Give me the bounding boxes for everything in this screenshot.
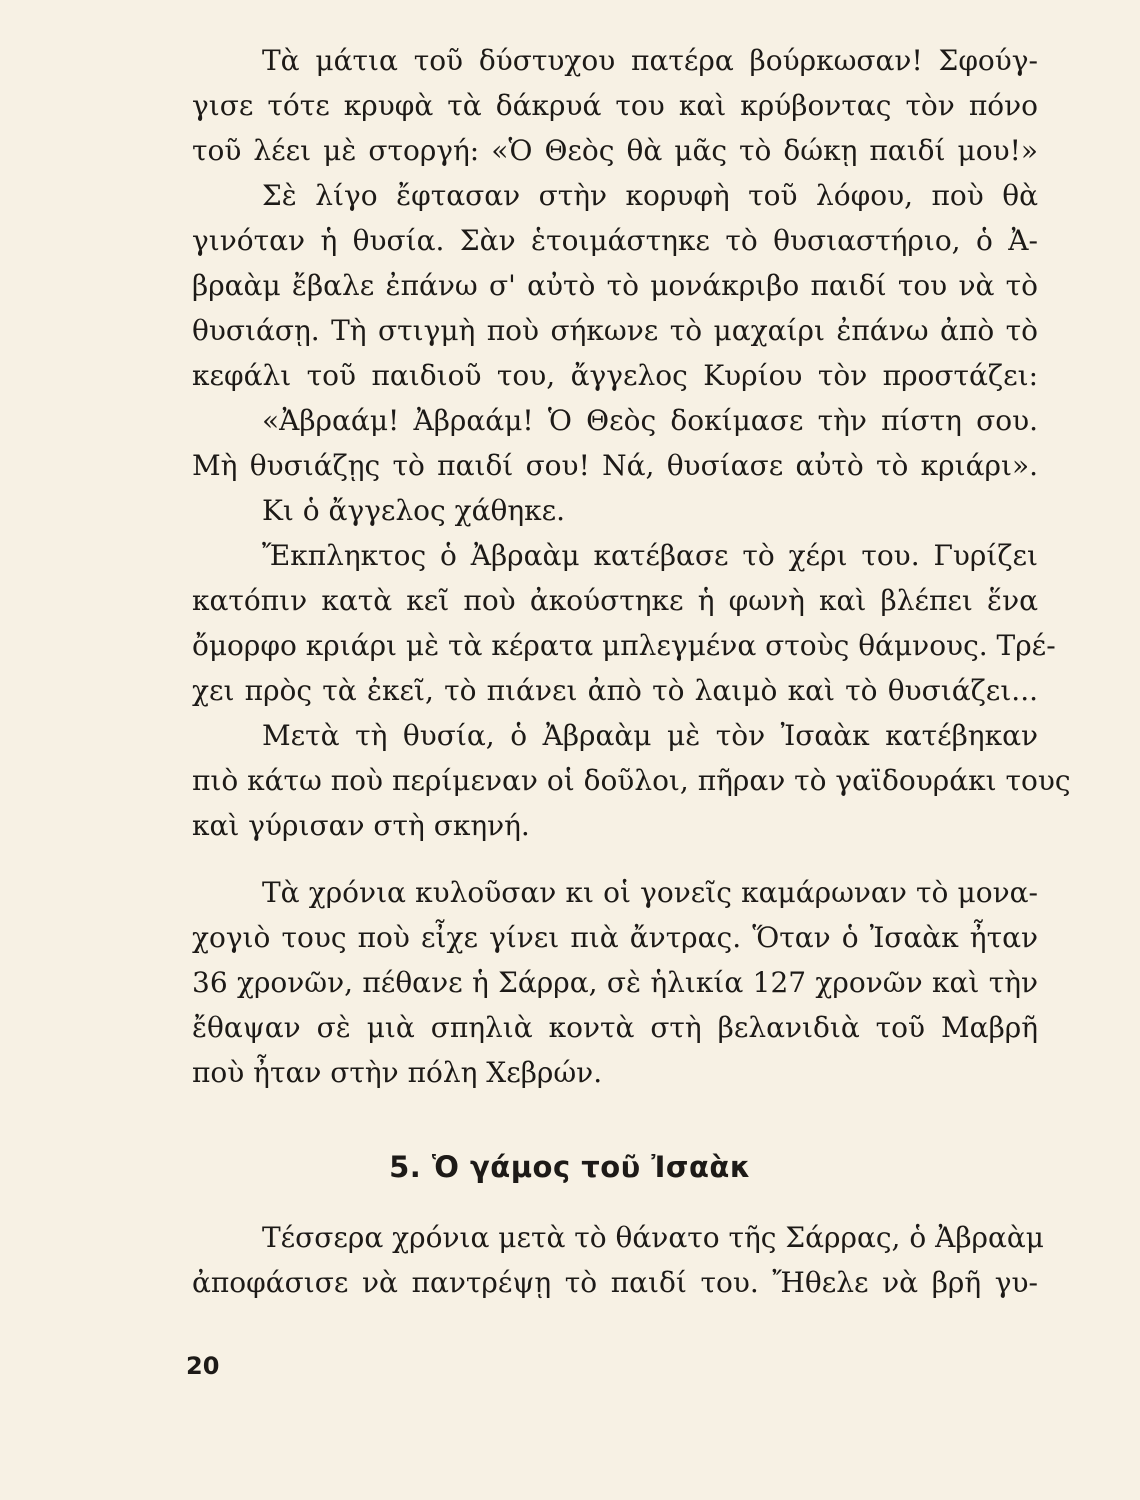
- text-line: ἀποφάσισε νὰ παντρέψῃ τὸ παιδί του. Ἤθελε νὰ βρῆ γυ-: [192, 1266, 1038, 1299]
- text-line: Κι ὁ ἄγγελος χάθηκε.: [262, 494, 566, 527]
- text-line: Μὴ θυσιάζῃς τὸ παιδί σου! Νά, θυσίασε αὐτὸ τὸ κριάρι».: [192, 449, 1038, 482]
- text-line: «Ἀβραάμ! Ἀβραάμ! Ὁ Θεὸς δοκίμασε τὴν πίστη σου.: [262, 404, 1038, 437]
- text-line: βραὰμ ἔβαλε ἐπάνω σ' αὐτὸ τὸ μονάκριβο παιδί του νὰ τὸ: [192, 269, 1038, 302]
- text-line: Ἔκπληκτος ὁ Ἀβραὰμ κατέβασε τὸ χέρι του. Γυρίζει: [262, 539, 1038, 572]
- text-line: γινόταν ἡ θυσία. Σὰν ἑτοιμάστηκε τὸ θυσιαστήριο, ὁ Ἀ-: [192, 224, 1038, 257]
- body-text: [192, 38, 1071, 1095]
- text-line: ποὺ ἦταν στὴν πόλη Χεβρών.: [192, 1056, 603, 1089]
- text-line: γισε τότε κρυφὰ τὰ δάκρυά του καὶ κρύβοντας τὸν πόνο: [192, 89, 1038, 122]
- text-line: τοῦ λέει μὲ στοργή: «Ὁ Θεὸς θὰ μᾶς τὸ δώκῃ παιδί μου!»: [192, 134, 1038, 167]
- text-line: Τὰ μάτια τοῦ δύστυχου πατέρα βούρκωσαν! Σφούγ-: [262, 44, 1038, 77]
- text-line: 36 χρονῶν, πέθανε ἡ Σάρρα, σὲ ἡλικία 127 χρονῶν καὶ τὴν: [192, 966, 1038, 999]
- text-line: Σὲ λίγο ἔφτασαν στὴν κορυφὴ τοῦ λόφου, ποὺ θὰ: [262, 179, 1038, 212]
- text-line: καὶ γύρισαν στὴ σκηνή.: [192, 809, 530, 842]
- text-line: θυσιάσῃ. Τὴ στιγμὴ ποὺ σήκωνε τὸ μαχαίρι ἐπάνω ἀπὸ τὸ: [192, 314, 1038, 347]
- text-line: κεφάλι τοῦ παιδιοῦ του, ἄγγελος Κυρίου τὸν προστάζει:: [192, 359, 1038, 392]
- chapter-heading: 5. Ὁ γάμος τοῦ Ἰσαὰκ: [389, 1150, 751, 1184]
- text-line: χει πρὸς τὰ ἐκεῖ, τὸ πιάνει ἀπὸ τὸ λαιμὸ καὶ τὸ θυσιάζει...: [192, 674, 1038, 707]
- text-line: χογιὸ τους ποὺ εἶχε γίνει πιὰ ἄντρας. Ὅταν ὁ Ἰσαὰκ ἦταν: [192, 921, 1038, 954]
- page-number: 20: [186, 1352, 220, 1380]
- text-line: ἔθαψαν σὲ μιὰ σπηλιὰ κοντὰ στὴ βελανιδιὰ τοῦ Μαβρῆ: [192, 1011, 1038, 1044]
- text-line: Μετὰ τὴ θυσία, ὁ Ἀβραὰμ μὲ τὸν Ἰσαὰκ κατέβηκαν: [262, 719, 1038, 752]
- text-line: πιὸ κάτω ποὺ περίμεναν οἱ δοῦλοι, πῆραν τὸ γαϊδουράκι τους: [192, 764, 1071, 797]
- text-line: Τὰ χρόνια κυλοῦσαν κι οἱ γονεῖς καμάρωναν τὸ μονα-: [262, 876, 1038, 909]
- text-line: ὄμορφο κριάρι μὲ τὰ κέρατα μπλεγμένα στοὺς θάμνους. Τρέ-: [192, 629, 1056, 662]
- text-line: Τέσσερα χρόνια μετὰ τὸ θάνατο τῆς Σάρρας, ὁ Ἀβραὰμ: [262, 1221, 1044, 1254]
- text-line: κατόπιν κατὰ κεῖ ποὺ ἀκούστηκε ἡ φωνὴ καὶ βλέπει ἕνα: [192, 584, 1038, 617]
- paragraph-gap: [192, 848, 1038, 870]
- body-text-continued: [192, 1215, 1044, 1305]
